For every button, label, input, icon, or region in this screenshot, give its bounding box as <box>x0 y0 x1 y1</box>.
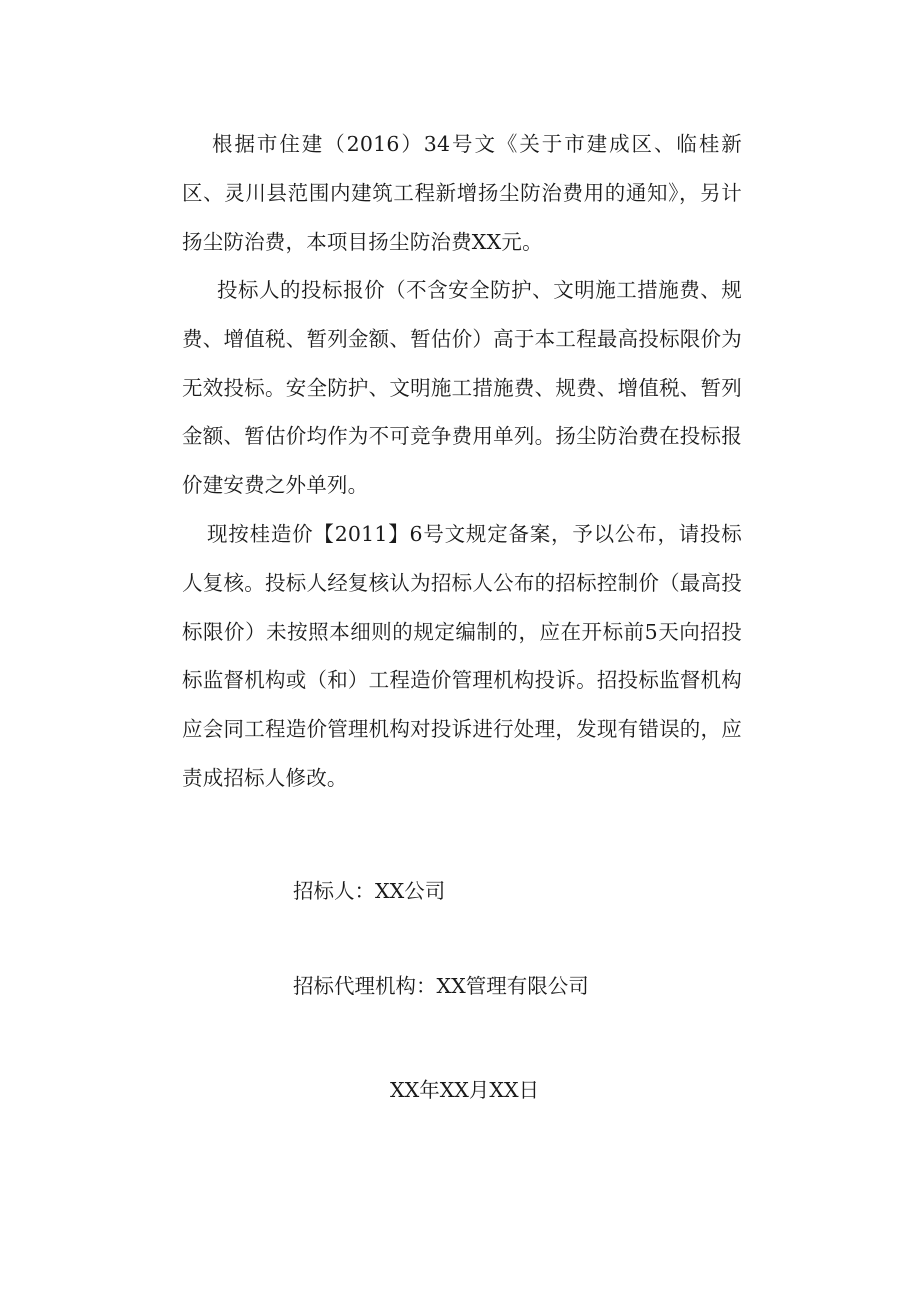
signature-agency: 招标代理机构：XX管理有限公司 <box>293 974 589 998</box>
signature-date: XX年XX月XX日 <box>390 1078 540 1102</box>
paragraph-dust-control-fee: 根据市住建（2016）34号文《关于市建成区、临桂新区、灵川县范围内建筑工程新增扬尘防治费用的通知》，另计扬尘防治费，本项目扬尘防治费XX元。 <box>182 132 742 254</box>
paragraph-filing-review: 现按桂造价【2011】6号文规定备案，予以公布，请投标人复核。投标人经复核认为招标人公布的招标控制价（最高投标限价）未按照本细则的规定编制的，应在开标前5天向招投标监督机构或（和）工程造价管理机构投诉。招投标监督机构应会同工程造价管理机构对投诉进行处理，发现有错误的，应责成招标人修改。 <box>182 522 742 790</box>
signature-tenderer: 招标人：XX公司 <box>293 879 446 903</box>
paragraph-bid-price-limit: 投标人的投标报价（不含安全防护、文明施工措施费、规费、增值税、暂列金额、暂估价）高于本工程最高投标限价为无效投标。安全防护、文明施工措施费、规费、增值税、暂列金额、暂估价均作为不可竞争费用单列。扬尘防治费在投标报价建安费之外单列。 <box>182 278 742 498</box>
